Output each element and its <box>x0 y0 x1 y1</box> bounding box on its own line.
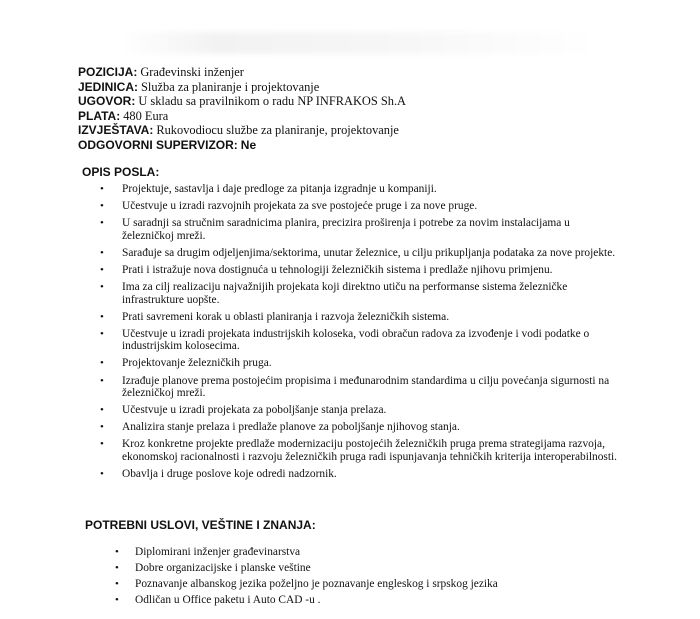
position-value: Građevinski inženjer <box>140 65 244 79</box>
contract-label: UGOVOR: <box>78 94 136 109</box>
duty-item: • Projektuje, sastavlja i daje predloge za pitanja izgradnje u kompaniji. <box>100 183 620 195</box>
scan-smudge <box>120 32 600 54</box>
duty-item: • Izrađuje planove prema postojećim propisima i međunarodnim standardima u cilju povećanja sigurnosti na železničkoj mreži. <box>100 375 620 400</box>
requirement-item: • Dobre organizacijske i planske veštine <box>115 562 595 574</box>
duty-item: • Ima za cilj realizaciju najvažnijih projekata koji direktno utiču na performanse sistema železničke infrastrukture uopšte. <box>100 281 620 306</box>
header-unit <box>78 80 638 95</box>
duty-item: • Učestvuje u izradi projekata industrijskih koloseka, vodi obračun radova za izvođenje i vodi podatke o industrijskim kolosecima. <box>100 328 620 353</box>
header-position <box>78 65 638 80</box>
unit-value: Služba za planiranje i projektovanje <box>141 79 320 94</box>
supervisor-value: Ne <box>240 137 257 152</box>
duty-item: • Analizira stanje prelaza i predlaže planove za poboljšanje njihovog stanja. <box>100 421 620 433</box>
supervisor-label: ODGOVORNI SUPERVIZOR: <box>78 137 238 152</box>
duty-item: • Projektovanje železničkih pruga. <box>100 357 620 369</box>
duties-section-title: OPIS POSLA: <box>82 165 160 179</box>
header-contract <box>78 94 638 109</box>
position-label: POZICIJA: <box>78 65 138 79</box>
header-salary <box>78 109 638 124</box>
salary-value: 480 Eura <box>123 108 169 123</box>
reports-to-label: IZVJEŠTAVA: <box>78 123 154 138</box>
duty-item: • Prati i istražuje nova dostignuća u tehnologiji železničkih sistema i predlaže njihovu primjenu. <box>100 264 620 276</box>
duty-item: • Prati savremeni korak u oblasti planiranja i razvoja železničkih sistema. <box>100 311 620 323</box>
duty-item: • U saradnji sa stručnim saradnicima planira, precizira proširenja i potrebe za novim instalacijama u železničkoj mreži. <box>100 217 620 242</box>
job-header <box>78 65 638 153</box>
requirements-section-title: POTREBNI USLOVI, VEŠTINE I ZNANJA: <box>85 518 316 532</box>
duties-list <box>100 183 620 485</box>
duty-item: • Učestvuje u izradi razvojnih projekata za sve postojeće pruge i za nove pruge. <box>100 200 620 212</box>
contract-value: U skladu sa pravilnikom o radu NP INFRAKOS Sh.A <box>138 94 407 109</box>
header-reports-to <box>78 123 638 138</box>
requirements-list <box>115 546 595 610</box>
unit-label: JEDINICA: <box>78 79 139 94</box>
requirement-item: • Poznavanje albanskog jezika poželjno je poznavanje engleskog i srpskog jezika <box>115 578 595 590</box>
duty-item: • Kroz konkretne projekte predlaže modernizaciju postojećih železničkih pruga prema strategijama razvoja, ekonomskoj racionalnosti i razvoju železničkih pruga radi ispunjavanja tehničkih kriterija interoperabilnosti. <box>100 438 620 463</box>
requirement-item: • Diplomirani inženjer građevinarstva <box>115 546 595 558</box>
salary-label: PLATA: <box>78 108 121 123</box>
duty-item: • Obavlja i druge poslove koje odredi nadzornik. <box>100 468 620 480</box>
reports-to-value: Rukovodiocu službe za planiranje, projektovanje <box>156 123 399 138</box>
duty-item: • Učestvuje u izradi projekata za poboljšanje stanja prelaza. <box>100 404 620 416</box>
duty-item: • Sarađuje sa drugim odjeljenjima/sektorima, unutar železnice, u cilju prikupljanja podataka za nove projekte. <box>100 247 620 259</box>
requirement-item: • Odličan u Office paketu i Auto CAD -u . <box>115 594 595 606</box>
header-supervisor <box>78 138 638 153</box>
